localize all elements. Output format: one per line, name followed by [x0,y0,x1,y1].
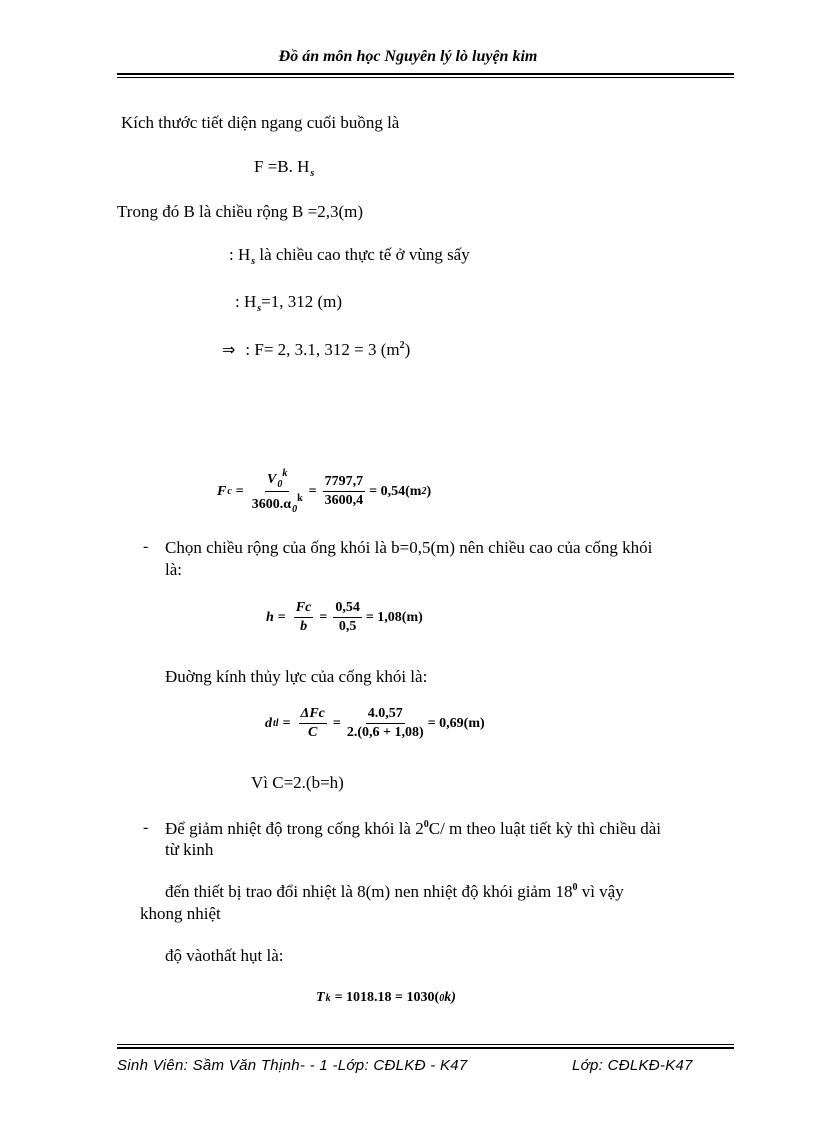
eq-h-den2: 0,5 [338,619,357,634]
eq-Fc-fraction-2 [323,474,366,509]
eq-Fc-den1: 3600.α [251,497,292,512]
height-description [229,245,470,267]
eq-Fc-result-sup: 2 [421,486,427,497]
area-result-close: ) [404,340,411,359]
header-rule-bottom [117,77,734,78]
eq-Fc-num2: 7797,7 [323,474,366,492]
eq-Fc-num1-sub: 0 [277,479,283,490]
hs-desc-prefix: : H [229,245,251,264]
width-definition: Trong đó B là chiều rộng B =2,3(m) [117,202,364,221]
eq-Fc-lhs-sub: c [227,486,232,497]
distance-line-sup: 0 [572,882,578,893]
eq-dtl-lhs-sub: tl [273,718,279,729]
area-result [222,340,410,360]
eq-Fc-equals-2: = [308,483,317,499]
eq-Fc-den2: 3600,4 [324,493,364,508]
eq-h-result: = 1,08(m) [365,609,423,625]
eq-h-num1: Fc [294,600,314,618]
page-header-title: Đồ án môn học Nguyên lý lò luyện kim [278,48,538,65]
eq-Fc-fraction-1 [252,468,303,515]
eq-Fc-num1: V [267,472,277,487]
hydraulic-diameter-label: Đuờng kính thủy lực của cống khói là: [165,667,428,686]
formula-F-lhs: F =B. H [254,157,310,176]
distance-line [165,882,624,902]
eq-Fc-den1-sup: k [297,493,303,504]
bullet-2-pre: Để giảm nhiệt độ trong cống khói là 2 [165,819,424,838]
eq-Tk-text: = 1018.18 = 1030( [334,990,440,1005]
formula-F [254,157,314,179]
implies-arrow-icon: ⇒ [222,340,236,359]
formula-F-sub: s [310,168,315,179]
eq-Tk-close: k) [444,990,456,1005]
footer-rule-top [117,1044,734,1045]
eq-dtl-den2: 2.(0,6 + 1,08) [346,725,424,740]
eq-dtl-den1: C [308,725,318,740]
inlet-temp-label: độ vàothất hụt là: [165,946,284,965]
eq-h-lhs: h [266,609,274,625]
equation-Fc [217,468,431,515]
bullet-2-line-b: từ kinh [165,840,214,859]
bullet-2-line-a [165,819,661,839]
hs-desc-rest: là chiều cao thực tế ở vùng sấy [255,245,470,264]
eq-h-num2: 0,54 [333,600,362,618]
bullet-2-sup: 0 [423,819,429,830]
hs-val-rest: =1, 312 (m) [261,292,343,311]
bullet-2-post: C/ m theo luật tiết kỳ thì chiều dài [428,819,662,838]
eq-Fc-lhs: F [217,483,227,499]
distance-line-pre: đến thiết bị trao đổi nhiệt là 8(m) nen nhiệt độ khói giảm 18 [165,882,573,901]
eq-h-fraction-1 [294,600,314,635]
equation-h: h = $\frac{Fc}{b}$ = $\frac{0,54}{0,5}$ = 1,08(m) [266,600,423,634]
footer-rule-bottom [117,1047,734,1049]
khong-nhiet-line: khong nhiệt [140,904,221,923]
footer-student-info: Sinh Viên: Sầm Văn Thịnh- - 1 -Lớp: CĐLKĐ - K47 [117,1057,468,1074]
bullet-dash-1: - [143,538,149,555]
eq-Tk-sup: 0 [439,992,445,1004]
eq-dtl-fraction-2 [347,706,424,741]
eq-dtl-lhs: d [265,715,272,731]
perimeter-note: Vì C=2.(b=h) [251,773,344,792]
eq-dtl-result: = 0,69(m) [427,715,485,731]
eq-Fc-num1-sup: k [282,468,288,479]
equation-Tk [316,990,456,1006]
eq-Tk-lhs-sub: k [325,992,331,1004]
distance-line-post: vì vậy [577,882,624,901]
equation-dtl: d tl = $\frac{\text{ΔFc}}{C}$ = $\frac{4.0,57}{2.(0,6 + 1,08)}$ = 0,69(m) [265,706,485,740]
bullet-1-line-a: Chọn chiều rộng của ống khói là b=0,5(m) nên chiều cao của cống khói [165,538,653,557]
eq-Tk-lhs: T [316,990,325,1005]
eq-dtl-fraction-1 [299,706,327,741]
cross-section-intro: Kích thước tiết diện ngang cuối buồng là [121,113,400,132]
hs-val-sub: s [257,303,262,314]
eq-Fc-result: = 0,54(m [369,483,422,499]
bullet-dash-2: - [143,819,149,836]
eq-h-fraction-2 [333,600,362,635]
eq-Fc-den1-sub: 0 [292,504,298,515]
eq-h-den1: b [300,619,308,634]
area-result-text: : F= 2, 3.1, 312 = 3 (m [245,340,400,359]
hs-desc-sub: s [251,256,256,267]
header-rule-top [117,73,734,75]
hs-val-prefix: : H [235,292,257,311]
area-result-sup: 2 [399,340,405,351]
eq-Fc-result-close: ) [426,483,432,499]
eq-dtl-num2: 4.0,57 [366,706,405,724]
footer-class: Lớp: CĐLKĐ-K47 [572,1057,693,1074]
eq-dtl-num1: ΔFc [299,706,327,724]
height-value [235,292,342,314]
bullet-1-line-b: là: [165,560,182,579]
eq-Fc-equals: = [235,483,244,499]
